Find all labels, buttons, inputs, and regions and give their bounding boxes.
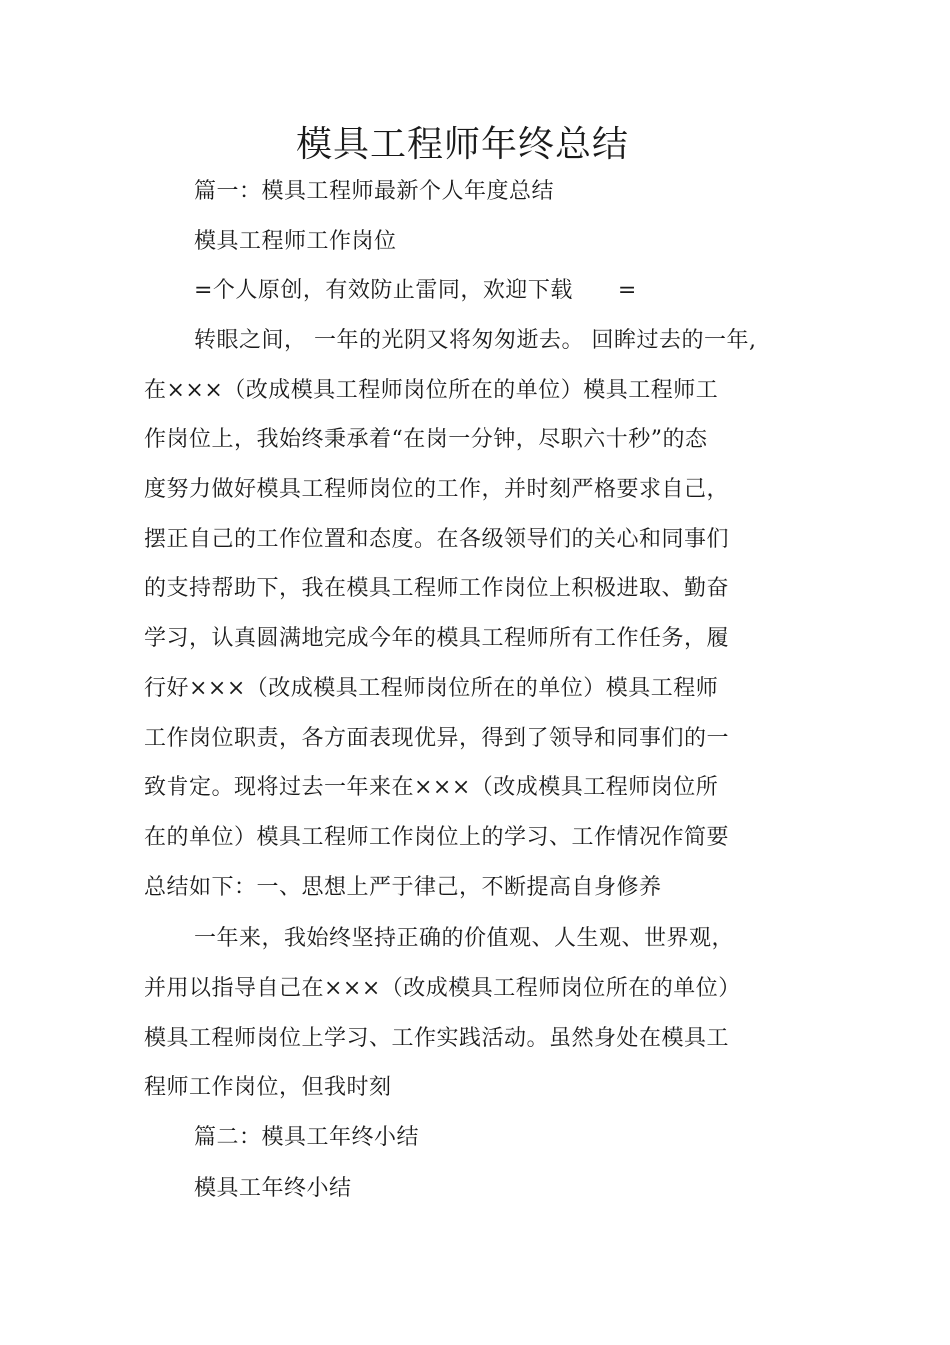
paragraph-line: 在的单位）模具工程师工作岗位上的学习、工作情况作简要 (144, 825, 730, 850)
paragraph-line: 程师工作岗位，但我时刻 (144, 1075, 392, 1100)
paragraph-line: 作岗位上，我始终秉承着“在岗一分钟，尽职六十秒”的态 (144, 427, 708, 452)
paragraph-line: 总结如下：一、思想上严于律己，不断提高自身修养 (144, 875, 662, 900)
paragraph-line: 模具工程师岗位上学习、工作实践活动。虽然身处在模具工 (144, 1026, 730, 1051)
document-title: 模具工程师年终总结 (295, 124, 629, 165)
paragraph-line: 并用以指导自己在×××（改成模具工程师岗位所在的单位） (144, 976, 741, 1001)
paragraph-line: 致肯定。现将过去一年来在×××（改成模具工程师岗位所 (144, 775, 719, 800)
paragraph-line: 行好×××（改成模具工程师岗位所在的单位）模具工程师 (144, 676, 719, 701)
section-heading-2: 篇二：模具工年终小结 (194, 1125, 420, 1150)
paragraph-line: 摆正自己的工作位置和态度。在各级领导们的关心和同事们 (144, 527, 730, 552)
subheading: 模具工年终小结 (194, 1176, 352, 1201)
section-heading-1: 篇一：模具工程师最新个人年度总结 (194, 179, 555, 204)
paragraph-line: 工作岗位职责，各方面表现优异，得到了领导和同事们的一 (144, 726, 730, 751)
paragraph-line: 转眼之间， 一年的光阴又将匆匆逝去。 回眸过去的一年, (194, 328, 757, 353)
subheading: 模具工程师工作岗位 (194, 229, 397, 254)
paragraph-line: 度努力做好模具工程师岗位的工作，并时刻严格要求自己， (144, 477, 730, 502)
paragraph-line: 在×××（改成模具工程师岗位所在的单位）模具工程师工 (144, 378, 719, 403)
paragraph-line: 一年来，我始终坚持正确的价值观、人生观、世界观， (194, 926, 735, 951)
paragraph-line: 学习，认真圆满地完成今年的模具工程师所有工作任务，履 (144, 626, 730, 651)
paragraph-line: 的支持帮助下，我在模具工程师工作岗位上积极进取、勤奋 (144, 576, 730, 601)
notice-line: =个人原创，有效防止雷同，欢迎下载 = (194, 278, 637, 303)
